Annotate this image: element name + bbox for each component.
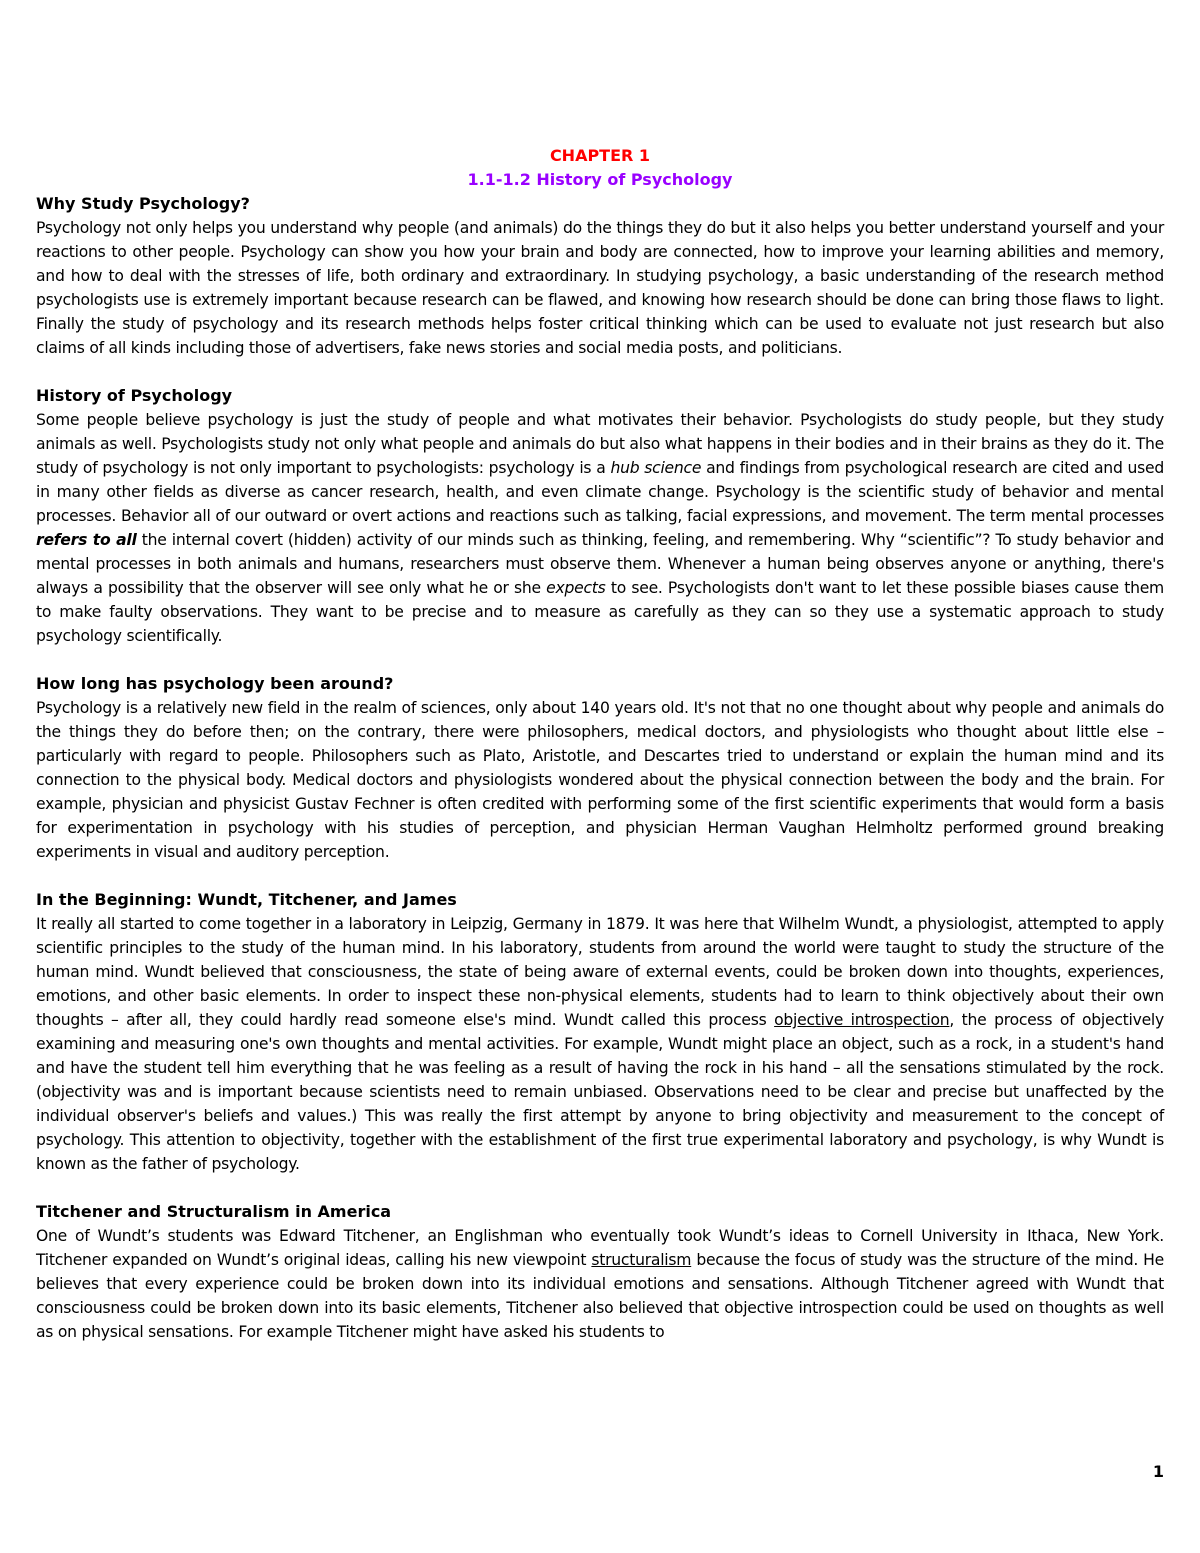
section-heading-structuralism: Titchener and Structuralism in America [36,1202,392,1221]
section-heading-how-long: How long has psychology been around? [36,674,394,693]
section-body-beginning [36,912,1164,1176]
section-heading-history: History of Psychology [36,386,233,405]
chapter-subtitle: 1.1-1.2 History of Psychology [467,170,733,189]
body-text: , the process of objectively examining and measuring one's own thoughts and mental activities. For example, Wundt might place an object, such as a rock, in a student's hand and have the student tell him everything that he was feeling as a result of having the rock in his hand – all the sensations stimulated by the rock. (objectivity was and is important because scientists need to remain unbiased. Observations need to be clear and precise but unaffected by the individual observer's beliefs and values.) This was really the first attempt by anyone to bring objectivity and measurement to the concept of psychology. This attention to objectivity, together with the establishment of the first true experimental laboratory and psychology, is why Wundt is known as the father of psychology. [36,1011,1164,1173]
body-text: One of Wundt’s students was Edward Titchener, an Englishman who eventually took Wundt’s ideas to Cornell University in Ithaca, New York. Titchener expanded on Wundt’s original ideas, calling his new viewpoint [36,1227,1164,1269]
body-text: the internal covert (hidden) activity of our minds such as thinking, feeling, and remembering. Why “scientific”? To study behavior and mental processes in both animals and humans, researchers must observe them. Whenever a human being observes anyone or anything, there's always a possibility that the observer will see only what he or she [36,531,1164,597]
section-body-how-long: Psychology is a relatively new field in the realm of sciences, only about 140 years old. It's not that no one thought about why people and animals do the things they do before then; on the contrary, there were philosophers, medical doctors, and physiologists who thought about little else – particularly with regard to people. Philosophers such as Plato, Aristotle, and Descartes tried to understand or explain the human mind and its connection to the physical body. Medical doctors and physiologists wondered about the physical connection between the body and the brain. For example, physician and physicist Gustav Fechner is often credited with performing some of the first scientific experiments that would form a basis for experimentation in psychology with his studies of perception, and physician Herman Vaughan Helmholtz performed ground breaking experiments in visual and auditory perception. [36,699,1164,861]
term-hub-science: hub science [610,459,702,477]
section-body-history [36,408,1164,648]
term-expects: expects [546,579,606,597]
section-body-why-study: Psychology not only helps you understand why people (and animals) do the things they do but it also helps you better understand yourself and your reactions to other people. Psychology can show you how your brain and body are connected, how to improve your learning abilities and memory, and how to deal with the stresses of life, both ordinary and extraordinary. In studying psychology, a basic understanding of the research method psychologists use is extremely important because research can be flawed, and knowing how research should be done can bring those flaws to light. Finally the study of psychology and its research methods helps foster critical thinking which can be used to evaluate not just research but also claims of all kinds including those of advertisers, fake news stories and social media posts, and politicians. [36,219,1164,357]
body-text: because the focus of study was the structure of the mind. He believes that every experience could be broken down into its individual emotions and sensations. Although Titchener agreed with Wundt that consciousness could be broken down into its basic elements, Titchener also believed that objective introspection could be used on thoughts as well as on physical sensations. For example Titchener might have asked his students to [36,1251,1164,1341]
section-heading-why-study: Why Study Psychology? [36,194,250,213]
page-number: 1 [1152,1462,1164,1481]
section-body-structuralism [36,1224,1164,1344]
term-refers-to-all: refers to all [36,531,137,549]
document-page [36,144,1164,1344]
body-text: and findings from psychological research are cited and used in many other fields as diverse as cancer research, health, and even climate change. Psychology is the scientific study of behavior and mental processes. Behavior all of our outward or overt actions and reactions such as talking, facial expressions, and movement. The term mental processes [36,459,1165,525]
section-heading-beginning: In the Beginning: Wundt, Titchener, and James [36,890,457,909]
body-text: to see. Psychologists don't want to let these possible biases cause them to make faulty observations. They want to be precise and to measure as carefully as they can so they use a systematic approach to study psychology scientifically. [36,579,1164,645]
term-objective-introspection: objective introspection [774,1011,950,1029]
chapter-title: CHAPTER 1 [549,146,651,165]
body-text: Some people believe psychology is just the study of people and what motivates their behavior. Psychologists do study people, but they study animals as well. Psychologists study not only what people and animals do but also what happens in their bodies and in their brains as they do it. The study of psychology is not only important to psychologists: psychology is a [36,411,1164,477]
term-structuralism: structuralism [591,1251,692,1269]
body-text: It really all started to come together in a laboratory in Leipzig, Germany in 1879. It was here that Wilhelm Wundt, a physiologist, attempted to apply scientific principles to the study of the human mind. In his laboratory, students from around the world were taught to study the structure of the human mind. Wundt believed that consciousness, the state of being aware of external events, could be broken down into thoughts, experiences, emotions, and other basic elements. In order to inspect these non-physical elements, students had to learn to think objectively about their own thoughts – after all, they could hardly read someone else's mind. Wundt called this process [36,915,1164,1029]
